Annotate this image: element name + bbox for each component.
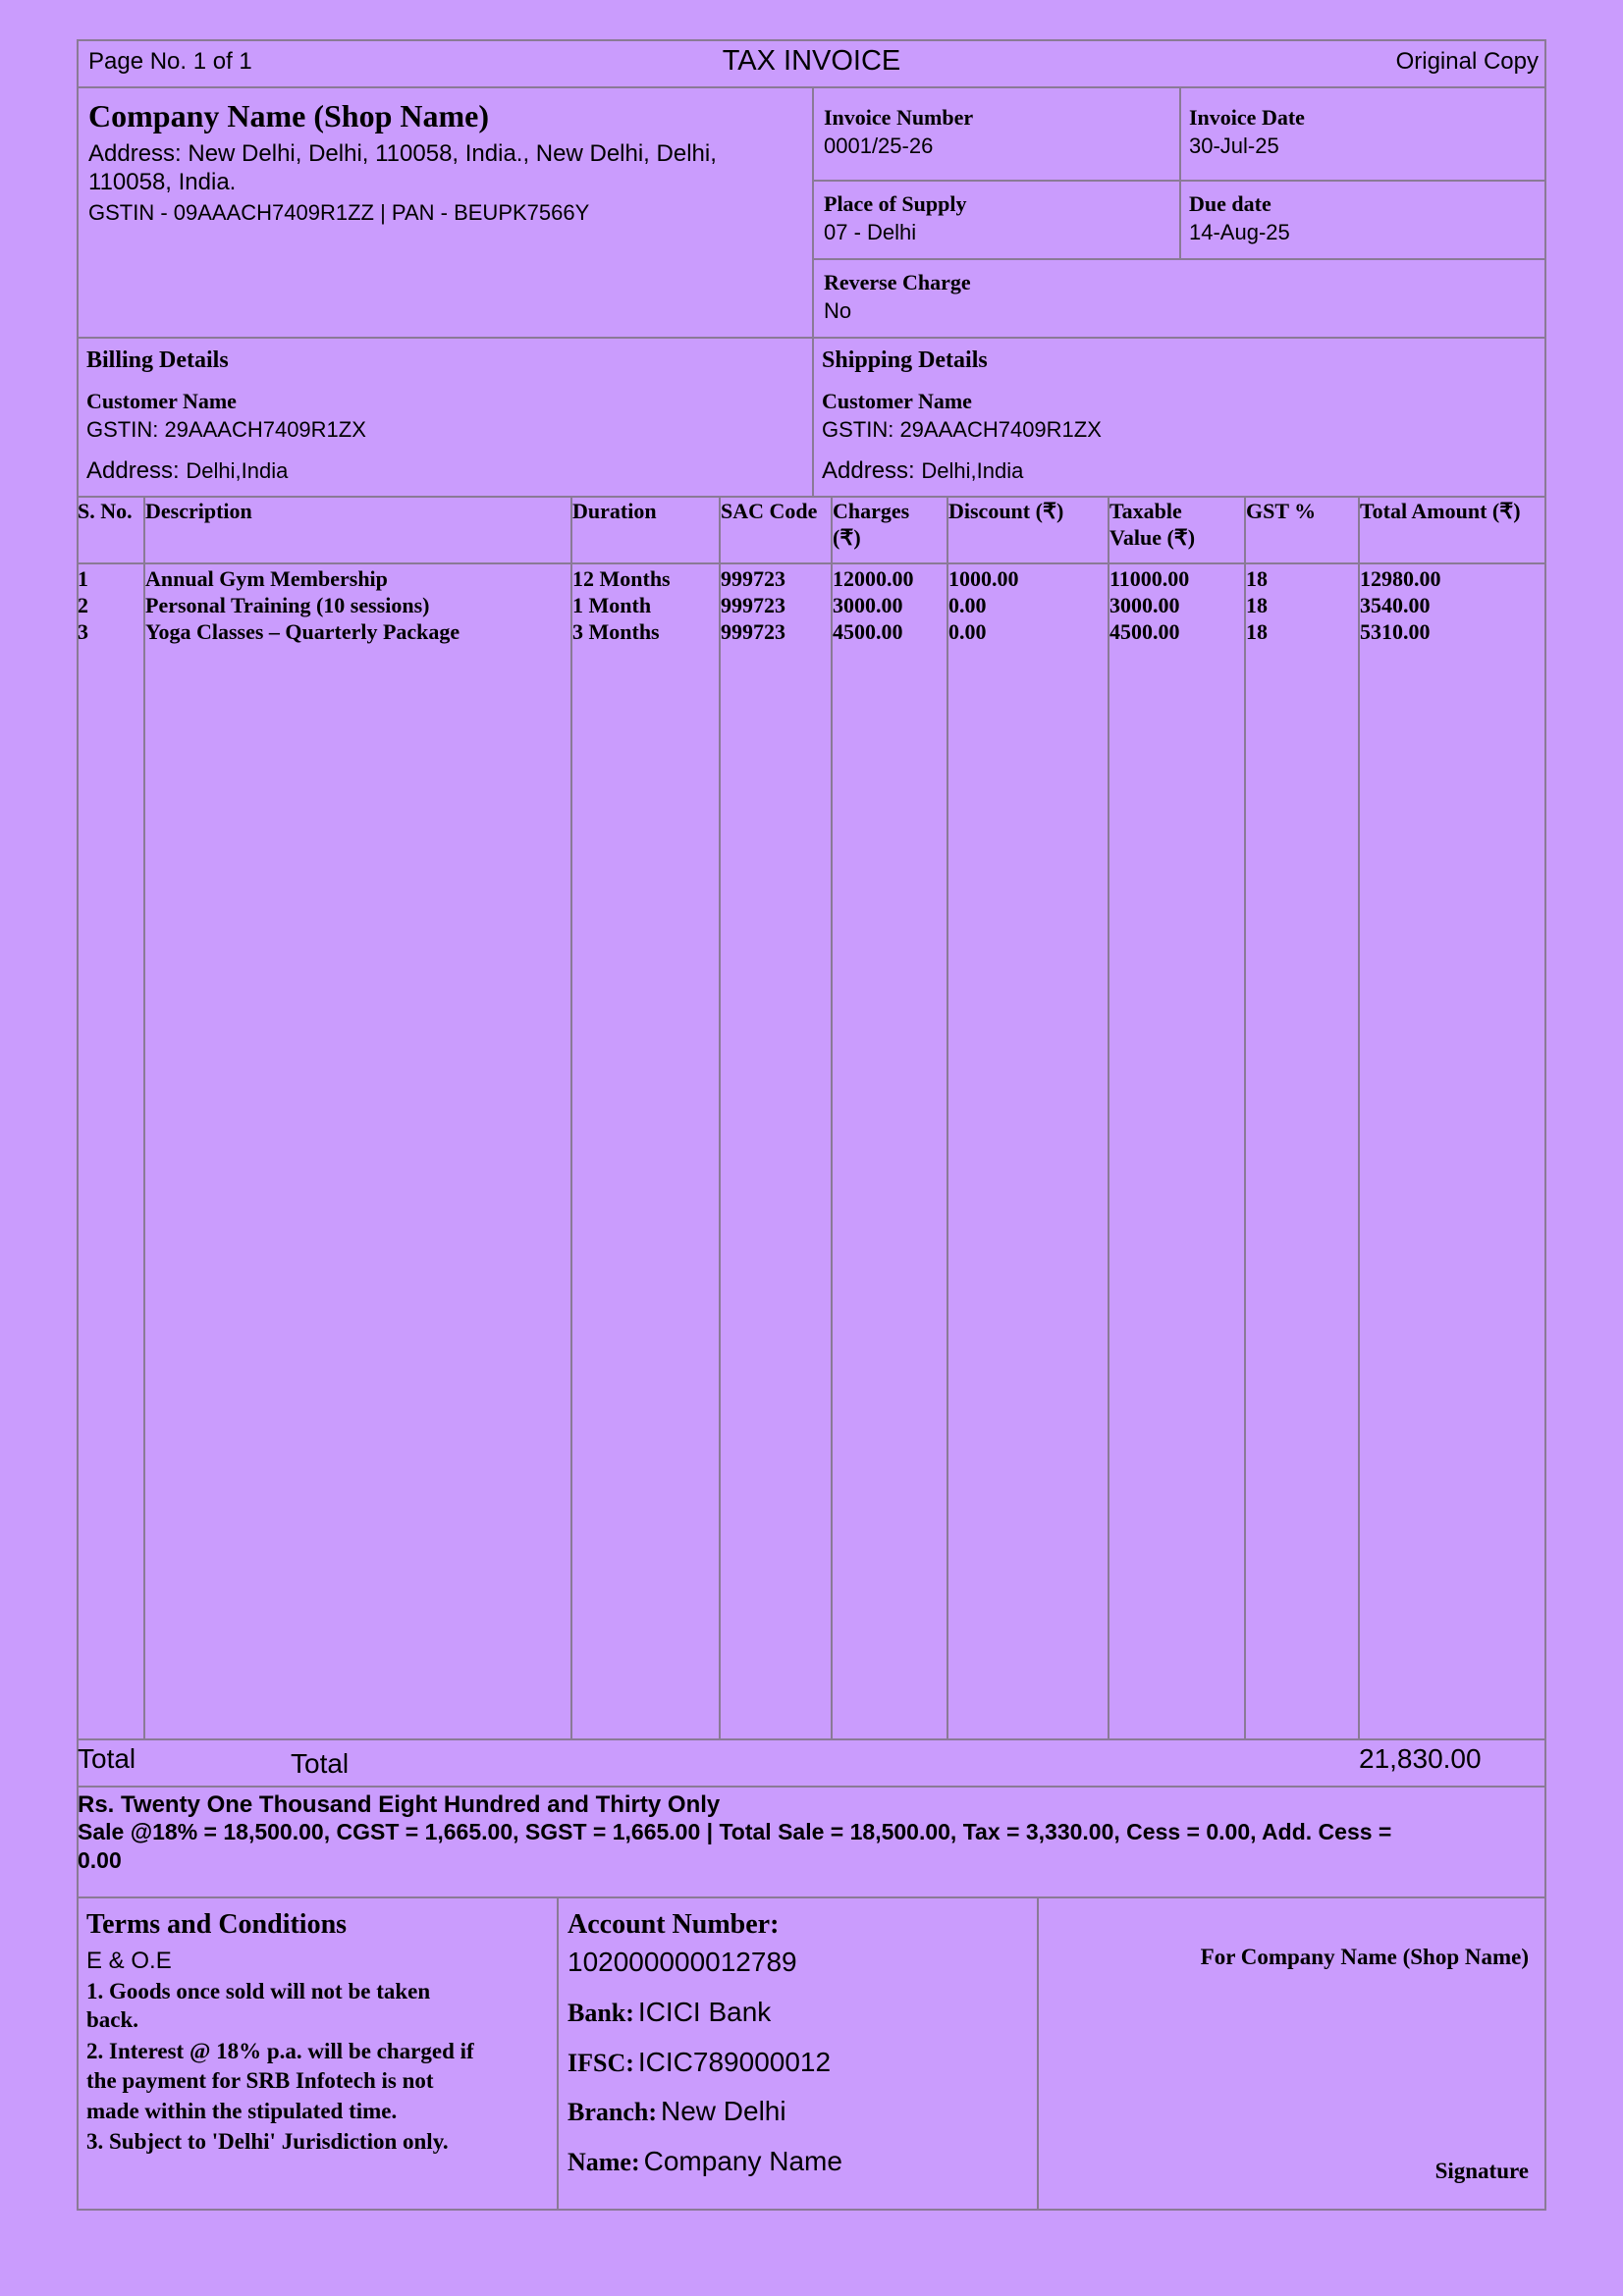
column-header-charges: Charges (₹)	[833, 499, 910, 550]
reverse-charge-label: Reverse Charge	[824, 270, 971, 294]
shipping-address: Address: Delhi,India	[822, 457, 1024, 484]
cell-charges: 4500.00	[833, 619, 903, 644]
account-number: 102000000012789	[568, 1947, 797, 1977]
terms-line: 1. Goods once sold will not be taken	[86, 1979, 431, 2003]
total-label: Total	[78, 1743, 136, 1774]
due-date: 14-Aug-25	[1189, 220, 1290, 244]
bank-name: Bank: ICICI Bank	[568, 1997, 772, 2027]
document-title: TAX INVOICE	[722, 45, 901, 77]
ifsc-code: IFSC: ICIC789000012	[568, 2047, 832, 2077]
table-row	[0, 618, 1623, 645]
cell-duration: 1 Month	[572, 593, 652, 617]
total-label-secondary: Total	[291, 1748, 350, 1779]
account-number-label: Account Number:	[568, 1909, 780, 1940]
column-line	[1358, 496, 1360, 1738]
cell-discount: 0.00	[948, 593, 987, 617]
terms-line: back.	[86, 2007, 139, 2032]
billing-title: Billing Details	[86, 347, 229, 373]
cell-sac-code: 999723	[721, 593, 785, 617]
column-line	[143, 496, 145, 1738]
signature-for: For Company Name (Shop Name)	[1200, 1945, 1529, 1969]
cell-sno: 2	[78, 593, 88, 617]
amount-in-words: Rs. Twenty One Thousand Eight Hundred and Thirty Only	[78, 1791, 721, 1818]
billing-customer-name: Customer Name	[86, 389, 237, 413]
terms-line: 3. Subject to 'Delhi' Jurisdiction only.	[86, 2129, 449, 2154]
table-row	[0, 592, 1623, 618]
page-number: Page No. 1 of 1	[88, 48, 252, 75]
divider	[77, 337, 1546, 339]
column-header-discount: Discount (₹)	[948, 499, 1064, 523]
column-header-description: Description	[145, 499, 252, 523]
cell-gst: 18	[1246, 619, 1268, 644]
cell-discount: 0.00	[948, 619, 987, 644]
cell-total-amount: 3540.00	[1360, 593, 1431, 617]
divider	[77, 1786, 1546, 1788]
divider	[1179, 86, 1181, 259]
cell-total-amount: 12980.00	[1360, 566, 1441, 591]
cell-taxable-value: 3000.00	[1109, 593, 1180, 617]
column-line	[831, 496, 833, 1738]
cell-sac-code: 999723	[721, 566, 785, 591]
company-name: Company Name (Shop Name)	[88, 98, 489, 133]
terms-line: the payment for SRB Infotech is not	[86, 2068, 434, 2093]
column-header-total-amount: Total Amount (₹)	[1360, 499, 1521, 523]
cell-sno: 3	[78, 619, 88, 644]
divider	[77, 562, 1546, 564]
column-line	[1244, 496, 1246, 1738]
divider	[557, 1896, 559, 2209]
account-name: Name: Company Name	[568, 2146, 842, 2176]
shipping-customer-name: Customer Name	[822, 389, 972, 413]
cell-gst: 18	[1246, 566, 1268, 591]
column-header-taxable-value: Taxable Value (₹)	[1109, 499, 1196, 550]
column-line	[570, 496, 572, 1738]
tax-summary-cont: 0.00	[78, 1847, 122, 1873]
column-line	[1108, 496, 1109, 1738]
billing-gstin: GSTIN: 29AAACH7409R1ZX	[86, 417, 366, 442]
table-body	[0, 565, 1623, 645]
invoice-number-label: Invoice Number	[824, 105, 974, 130]
bank-branch: Branch: New Delhi	[568, 2096, 786, 2126]
terms-eoe: E & O.E	[86, 1948, 172, 1974]
table-row	[0, 565, 1623, 592]
divider	[1037, 1896, 1039, 2209]
invoice-date-label: Invoice Date	[1189, 105, 1305, 130]
terms-line: 2. Interest @ 18% p.a. will be charged if	[86, 2039, 474, 2063]
cell-charges: 3000.00	[833, 593, 903, 617]
company-address: Address: New Delhi, Delhi, 110058, India., New Delhi, Delhi,	[88, 140, 717, 167]
divider	[77, 1738, 1546, 1740]
reverse-charge: No	[824, 298, 852, 323]
total-amount: 21,830.00	[1359, 1743, 1482, 1774]
terms-title: Terms and Conditions	[86, 1909, 348, 1940]
cell-charges: 12000.00	[833, 566, 914, 591]
divider	[812, 86, 814, 497]
cell-gst: 18	[1246, 593, 1268, 617]
invoice-number: 0001/25-26	[824, 133, 934, 158]
column-line	[947, 496, 948, 1738]
billing-address: Address: Delhi,India	[86, 457, 289, 484]
divider	[77, 1896, 1546, 1898]
cell-total-amount: 5310.00	[1360, 619, 1431, 644]
terms-line: made within the stipulated time.	[86, 2099, 398, 2123]
divider	[812, 258, 1546, 260]
place-of-supply-label: Place of Supply	[824, 191, 967, 216]
invoice-date: 30-Jul-25	[1189, 133, 1279, 158]
cell-duration: 3 Months	[572, 619, 660, 644]
copy-label: Original Copy	[1395, 48, 1539, 75]
column-header-sno: S. No.	[78, 499, 133, 523]
due-date-label: Due date	[1189, 191, 1271, 216]
shipping-gstin: GSTIN: 29AAACH7409R1ZX	[822, 417, 1102, 442]
cell-duration: 12 Months	[572, 566, 671, 591]
cell-description: Personal Training (10 sessions)	[145, 593, 430, 617]
cell-taxable-value: 4500.00	[1109, 619, 1180, 644]
column-line	[719, 496, 721, 1738]
cell-discount: 1000.00	[948, 566, 1019, 591]
cell-sac-code: 999723	[721, 619, 785, 644]
column-header-sac-code: SAC Code	[721, 499, 818, 523]
cell-sno: 1	[78, 566, 88, 591]
company-address: 110058, India.	[88, 169, 237, 195]
cell-description: Yoga Classes – Quarterly Package	[145, 619, 460, 644]
tax-summary: Sale @18% = 18,500.00, CGST = 1,665.00, SGST = 1,665.00 | Total Sale = 18,500.00, Tax = 3,330.00, Cess = 0.00, Add. Cess =	[78, 1819, 1392, 1844]
divider	[812, 180, 1546, 182]
place-of-supply: 07 - Delhi	[824, 220, 917, 244]
column-header-duration: Duration	[572, 499, 657, 523]
company-gstin: GSTIN - 09AAACH7409R1ZZ | PAN - BEUPK7566Y	[88, 200, 590, 225]
signature-label: Signature	[1434, 2159, 1529, 2183]
column-header-gst: GST %	[1246, 499, 1317, 523]
shipping-title: Shipping Details	[822, 347, 988, 373]
cell-description: Annual Gym Membership	[145, 566, 388, 591]
cell-taxable-value: 11000.00	[1109, 566, 1190, 591]
